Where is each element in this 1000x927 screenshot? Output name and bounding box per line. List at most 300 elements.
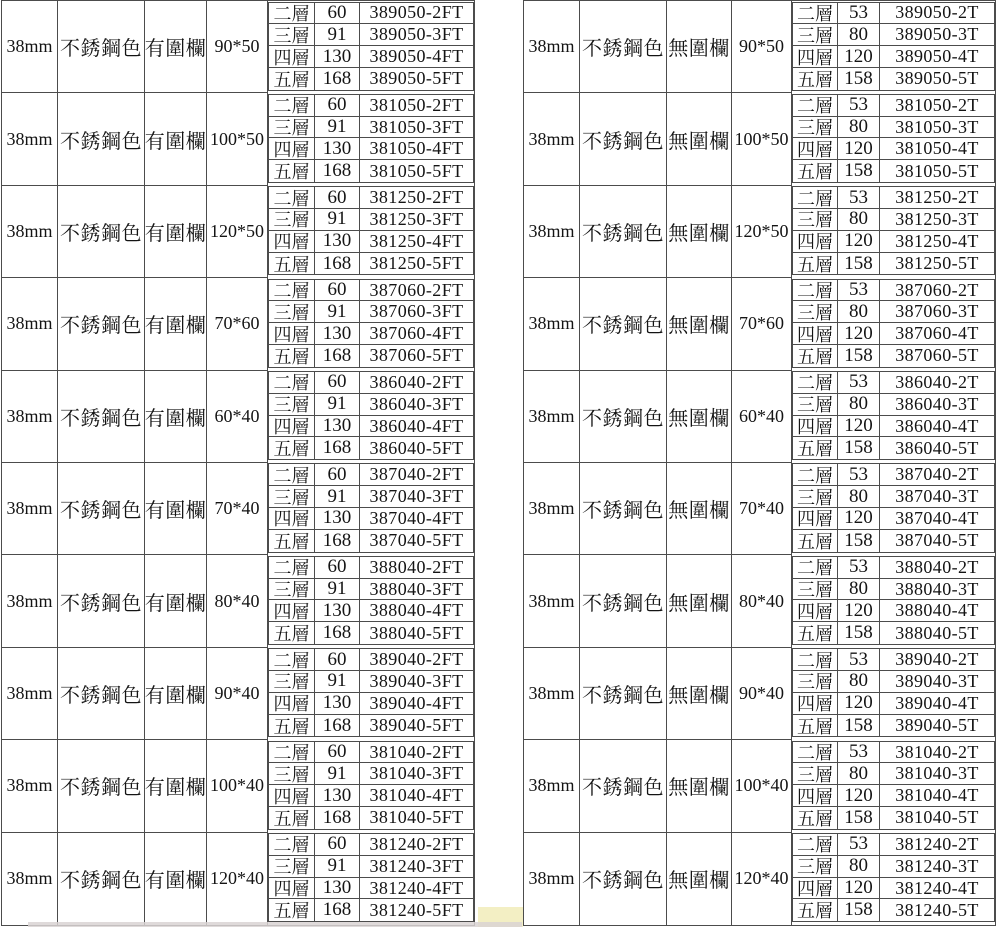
tier-value: 168 (315, 715, 360, 737)
tier-label: 二層 (269, 372, 315, 393)
tier-subtable (792, 371, 995, 460)
tier-subtable (792, 186, 995, 275)
tier-value: 80 (838, 394, 880, 415)
tier-row (269, 301, 473, 323)
tier-label: 三層 (793, 209, 838, 230)
tier-value: 91 (315, 486, 360, 507)
tier-label: 五層 (793, 345, 838, 367)
tier-label: 三層 (793, 763, 838, 784)
spec-finish: 不銹鋼色 (580, 1, 667, 93)
spec-finish: 不銹鋼色 (58, 740, 145, 832)
tier-label: 二層 (269, 464, 315, 485)
spec-fence: 無圍欄 (667, 93, 732, 185)
tier-value: 168 (315, 253, 360, 275)
tier-row (793, 138, 994, 160)
tier-row (793, 187, 994, 209)
spec-group-row (2, 93, 474, 185)
tier-row (269, 437, 473, 459)
spec-group-row (524, 648, 995, 740)
tier-label: 五層 (269, 807, 315, 829)
tier-row (269, 24, 473, 46)
spec-group-row (2, 186, 474, 278)
tier-subtable (792, 94, 995, 183)
spec-fence: 有圍欄 (145, 1, 207, 93)
tier-row (793, 649, 994, 671)
tier-value: 80 (838, 856, 880, 877)
spec-diameter: 38mm (524, 278, 580, 370)
spec-fence: 無圍欄 (667, 555, 732, 647)
tier-value: 120 (838, 878, 880, 899)
model-code: 386040-2FT (369, 372, 464, 392)
spec-size: 120*40 (207, 833, 268, 925)
tier-label: 四層 (269, 231, 315, 252)
tier-label: 五層 (269, 68, 315, 90)
tier-value: 60 (315, 649, 360, 670)
spec-group-row (2, 278, 474, 370)
spec-fence: 無圍欄 (667, 371, 732, 463)
tier-row (269, 486, 473, 508)
model-code: 387040-4T (895, 508, 979, 528)
tier-value: 158 (838, 253, 880, 275)
model-code: 388040-3T (895, 578, 979, 599)
tier-value: 168 (315, 899, 360, 921)
spec-fence: 有圍欄 (145, 278, 207, 370)
tier-label: 三層 (269, 671, 315, 692)
model-code: 386040-2T (895, 372, 979, 392)
spec-size: 70*40 (732, 463, 792, 555)
spec-finish: 不銹鋼色 (58, 833, 145, 925)
tier-label: 三層 (269, 117, 315, 138)
model-code: 387040-2FT (369, 464, 464, 485)
spec-fence: 無圍欄 (667, 278, 732, 370)
tier-row (793, 3, 994, 25)
spec-finish: 不銹鋼色 (58, 555, 145, 647)
tier-row (269, 416, 473, 438)
model-code: 387060-5FT (369, 345, 464, 366)
spec-fence: 無圍欄 (667, 463, 732, 555)
model-code: 381250-4FT (369, 230, 464, 251)
model-code: 381050-3FT (369, 116, 464, 137)
tier-value: 91 (315, 579, 360, 600)
spec-diameter: 38mm (2, 278, 58, 370)
model-code: 387040-4FT (369, 508, 464, 528)
spec-finish: 不銹鋼色 (58, 278, 145, 370)
spec-group-row (524, 371, 995, 463)
model-code: 387040-5FT (369, 530, 464, 551)
spec-group-row (2, 740, 474, 832)
model-code: 389040-5FT (369, 715, 464, 736)
tier-value: 130 (315, 323, 360, 344)
tier-value: 120 (838, 416, 880, 437)
tier-value: 60 (315, 3, 360, 24)
model-code: 389050-2FT (369, 2, 464, 23)
model-code: 381240-4FT (369, 877, 464, 898)
spec-finish: 不銹鋼色 (580, 740, 667, 832)
tier-label: 四層 (793, 46, 838, 67)
tier-row (793, 24, 994, 46)
spec-diameter: 38mm (2, 1, 58, 93)
spec-finish: 不銹鋼色 (580, 93, 667, 185)
tier-subtable (268, 279, 474, 368)
tier-value: 60 (315, 187, 360, 208)
tier-value: 130 (315, 138, 360, 159)
model-code: 381250-5T (895, 253, 979, 274)
spec-size: 80*40 (732, 555, 792, 647)
model-code: 381050-5T (895, 160, 979, 181)
model-code: 387060-4FT (369, 323, 464, 344)
model-code: 381040-5T (895, 807, 979, 828)
model-code: 389040-3FT (369, 671, 464, 691)
tier-value: 158 (838, 530, 880, 552)
tier-label: 五層 (269, 715, 315, 737)
tier-row (793, 464, 994, 486)
tier-label: 三層 (793, 671, 838, 692)
tier-label: 二層 (793, 280, 838, 301)
tier-row (269, 579, 473, 601)
tier-value: 91 (315, 117, 360, 138)
spec-finish: 不銹鋼色 (58, 463, 145, 555)
tier-label: 三層 (793, 117, 838, 138)
spec-size: 120*40 (732, 833, 792, 925)
tier-value: 168 (315, 530, 360, 552)
tier-value: 91 (315, 394, 360, 415)
tier-row (269, 834, 473, 856)
tier-value: 168 (315, 345, 360, 367)
tier-label: 三層 (269, 301, 315, 322)
tier-subtable (792, 556, 995, 645)
tier-row (269, 372, 473, 394)
model-code: 388040-2T (895, 556, 979, 577)
tier-row (793, 878, 994, 900)
model-code: 381040-2T (895, 741, 979, 762)
spec-group-row (524, 463, 995, 555)
tier-subtable (268, 463, 474, 552)
tier-value: 158 (838, 807, 880, 829)
spec-group-row (2, 648, 474, 740)
tier-value: 120 (838, 323, 880, 344)
model-code: 381240-5FT (369, 899, 464, 920)
tier-row (793, 856, 994, 878)
tier-value: 53 (838, 280, 880, 301)
spec-group-row (524, 186, 995, 278)
model-code: 389040-5T (895, 715, 979, 736)
model-code: 381050-2FT (369, 94, 464, 115)
tier-label: 二層 (793, 372, 838, 393)
tier-row (269, 785, 473, 807)
model-code: 388040-2FT (369, 556, 464, 577)
tier-value: 60 (315, 742, 360, 763)
tier-value: 91 (315, 209, 360, 230)
tier-value: 80 (838, 24, 880, 45)
tier-label: 四層 (793, 416, 838, 437)
tier-value: 53 (838, 834, 880, 855)
spec-size: 120*50 (732, 186, 792, 278)
spec-table-without-fence (523, 0, 996, 926)
model-code: 387040-3FT (369, 486, 464, 507)
tier-value: 130 (315, 46, 360, 67)
tier-subtable (792, 463, 995, 552)
model-code: 389050-3T (895, 24, 979, 45)
model-code: 381040-3T (895, 763, 979, 784)
spec-size: 100*50 (207, 93, 268, 185)
tier-row (269, 878, 473, 900)
spec-diameter: 38mm (2, 555, 58, 647)
tier-subtable (268, 94, 474, 183)
spec-diameter: 38mm (524, 93, 580, 185)
tier-value: 130 (315, 878, 360, 899)
model-code: 386040-3FT (369, 393, 464, 414)
tier-value: 130 (315, 693, 360, 714)
model-code: 388040-4T (895, 600, 979, 621)
tier-value: 120 (838, 693, 880, 714)
tier-row (269, 530, 473, 552)
tier-label: 四層 (793, 693, 838, 714)
tier-value: 60 (315, 464, 360, 485)
tier-row (793, 742, 994, 764)
spec-finish: 不銹鋼色 (58, 1, 145, 93)
tier-value: 168 (315, 807, 360, 829)
spec-size: 100*40 (207, 740, 268, 832)
model-code: 381240-3T (895, 855, 979, 876)
spec-fence: 無圍欄 (667, 1, 732, 93)
tier-row (269, 394, 473, 416)
spec-group-row (524, 833, 995, 925)
tier-label: 三層 (269, 579, 315, 600)
tier-row (793, 715, 994, 737)
tier-row (793, 253, 994, 275)
tier-row (793, 95, 994, 117)
tier-value: 60 (315, 95, 360, 116)
model-code: 381240-5T (895, 899, 979, 920)
tier-label: 三層 (269, 209, 315, 230)
tier-label: 二層 (269, 834, 315, 855)
model-code: 381250-4T (895, 230, 979, 251)
model-code: 389050-5FT (369, 68, 464, 89)
tier-row (793, 416, 994, 438)
spec-diameter: 38mm (2, 648, 58, 740)
spec-size: 80*40 (207, 555, 268, 647)
spec-group-row (2, 555, 474, 647)
tier-label: 五層 (269, 253, 315, 275)
spec-diameter: 38mm (2, 463, 58, 555)
spec-size: 90*40 (732, 648, 792, 740)
spec-group-row (2, 1, 474, 93)
tier-row (269, 187, 473, 209)
tier-row (793, 763, 994, 785)
tier-row (793, 622, 994, 644)
tier-value: 130 (315, 785, 360, 806)
tier-row (269, 600, 473, 622)
tier-row (793, 160, 994, 182)
model-code: 389050-3FT (369, 24, 464, 45)
tier-row (793, 530, 994, 552)
tier-value: 130 (315, 600, 360, 621)
spec-finish: 不銹鋼色 (580, 833, 667, 925)
model-code: 387040-3T (895, 486, 979, 507)
tier-label: 二層 (793, 464, 838, 485)
model-code: 389040-4T (895, 692, 979, 713)
spec-group-row (524, 278, 995, 370)
tier-value: 158 (838, 622, 880, 644)
tier-row (269, 622, 473, 644)
spec-fence: 無圍欄 (667, 740, 732, 832)
tier-label: 五層 (793, 807, 838, 829)
tier-value: 120 (838, 46, 880, 67)
spec-group-row (524, 555, 995, 647)
model-code: 381040-5FT (369, 807, 464, 828)
spec-fence: 有圍欄 (145, 740, 207, 832)
tier-row (269, 693, 473, 715)
tier-row (269, 345, 473, 367)
spec-size: 100*50 (732, 93, 792, 185)
tier-label: 三層 (269, 856, 315, 877)
model-code: 389050-2T (895, 2, 979, 23)
tier-row (269, 807, 473, 829)
tier-row (269, 46, 473, 68)
tier-row (793, 209, 994, 231)
spec-size: 60*40 (207, 371, 268, 463)
spec-finish: 不銹鋼色 (58, 371, 145, 463)
tier-row (269, 68, 473, 90)
tier-row (793, 899, 994, 921)
tier-value: 53 (838, 742, 880, 763)
tier-row (269, 649, 473, 671)
tier-label: 三層 (269, 763, 315, 784)
spec-size: 70*40 (207, 463, 268, 555)
spec-fence: 有圍欄 (145, 833, 207, 925)
tier-row (269, 508, 473, 530)
spec-group-row (2, 833, 474, 925)
tier-row (793, 807, 994, 829)
tier-value: 120 (838, 600, 880, 621)
shadow-artifact (28, 922, 522, 927)
model-code: 389040-3T (895, 671, 979, 691)
spec-finish: 不銹鋼色 (580, 648, 667, 740)
tier-row (269, 742, 473, 764)
tier-row (793, 693, 994, 715)
model-code: 389050-5T (895, 68, 979, 89)
spec-size: 90*40 (207, 648, 268, 740)
spec-finish: 不銹鋼色 (580, 186, 667, 278)
tier-label: 四層 (269, 508, 315, 529)
tier-label: 五層 (793, 715, 838, 737)
tier-label: 四層 (269, 416, 315, 437)
spec-diameter: 38mm (524, 186, 580, 278)
model-code: 389040-2T (895, 649, 979, 670)
model-code: 381050-4T (895, 138, 979, 159)
tier-label: 三層 (269, 394, 315, 415)
tier-value: 120 (838, 231, 880, 252)
tier-label: 二層 (793, 649, 838, 670)
model-code: 388040-3FT (369, 578, 464, 599)
tier-label: 四層 (269, 878, 315, 899)
tier-value: 168 (315, 437, 360, 459)
tier-row (269, 138, 473, 160)
tier-row (793, 394, 994, 416)
spec-fence: 無圍欄 (667, 186, 732, 278)
tier-row (793, 557, 994, 579)
tier-value: 130 (315, 416, 360, 437)
tier-label: 五層 (269, 437, 315, 459)
tier-value: 53 (838, 464, 880, 485)
tier-row (269, 715, 473, 737)
spec-group-row (524, 740, 995, 832)
spec-diameter: 38mm (2, 371, 58, 463)
tier-label: 三層 (793, 301, 838, 322)
spec-diameter: 38mm (2, 186, 58, 278)
tier-label: 四層 (269, 138, 315, 159)
tier-row (793, 68, 994, 90)
tier-label: 四層 (793, 508, 838, 529)
model-code: 386040-5FT (369, 437, 464, 458)
tier-label: 二層 (269, 649, 315, 670)
tier-row (793, 345, 994, 367)
model-code: 381250-2FT (369, 187, 464, 208)
tier-value: 168 (315, 160, 360, 182)
tier-row (793, 834, 994, 856)
tier-value: 60 (315, 834, 360, 855)
tier-value: 80 (838, 486, 880, 507)
spec-size: 120*50 (207, 186, 268, 278)
tier-row (269, 117, 473, 139)
spec-finish: 不銹鋼色 (580, 555, 667, 647)
tier-label: 三層 (793, 24, 838, 45)
tier-subtable (268, 833, 474, 922)
spec-diameter: 38mm (524, 371, 580, 463)
tier-value: 80 (838, 301, 880, 322)
tier-row (793, 579, 994, 601)
tier-label: 三層 (793, 486, 838, 507)
spec-group-row (2, 463, 474, 555)
spec-diameter: 38mm (524, 1, 580, 93)
tier-subtable (268, 371, 474, 460)
model-code: 389050-4FT (369, 46, 464, 66)
tier-row (793, 486, 994, 508)
spec-group-row (524, 93, 995, 185)
tier-subtable (792, 2, 995, 91)
tier-value: 53 (838, 187, 880, 208)
spec-diameter: 38mm (2, 833, 58, 925)
spec-finish: 不銹鋼色 (580, 463, 667, 555)
model-code: 381240-2T (895, 834, 979, 854)
tier-value: 53 (838, 95, 880, 116)
tier-subtable (792, 833, 995, 922)
tier-value: 80 (838, 671, 880, 692)
tier-row (269, 557, 473, 579)
spec-group-row (2, 371, 474, 463)
model-code: 386040-3T (895, 393, 979, 414)
model-code: 387040-2T (895, 464, 979, 485)
spec-fence: 有圍欄 (145, 371, 207, 463)
spec-size: 100*40 (732, 740, 792, 832)
model-code: 387060-3FT (369, 301, 464, 322)
tier-label: 五層 (269, 622, 315, 644)
model-code: 381250-3T (895, 209, 979, 229)
tier-row (793, 372, 994, 394)
tier-label: 四層 (269, 46, 315, 67)
spec-diameter: 38mm (524, 833, 580, 925)
tier-value: 120 (838, 508, 880, 529)
tier-value: 80 (838, 763, 880, 784)
model-code: 381040-4FT (369, 785, 464, 806)
model-code: 387060-2FT (369, 279, 464, 300)
spec-finish: 不銹鋼色 (58, 186, 145, 278)
spec-diameter: 38mm (524, 555, 580, 647)
model-code: 381050-2T (895, 94, 979, 115)
tier-label: 五層 (793, 253, 838, 275)
tier-label: 二層 (793, 834, 838, 855)
tier-label: 四層 (793, 231, 838, 252)
